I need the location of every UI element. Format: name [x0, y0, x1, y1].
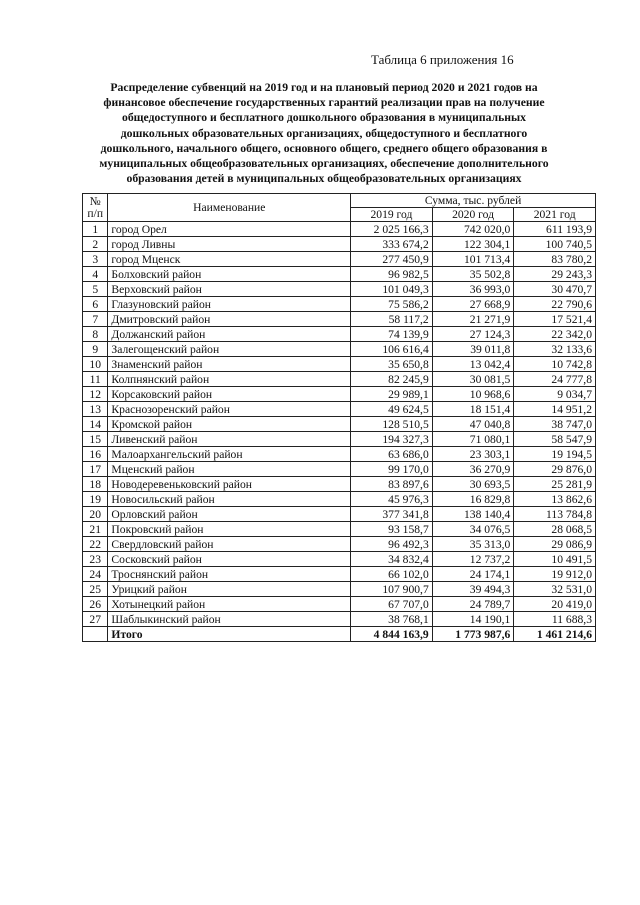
- row-name: Болховский район: [108, 267, 351, 282]
- row-value-2020: 27 668,9: [432, 297, 514, 312]
- header-year-2020: 2020 год: [432, 208, 514, 222]
- row-value-2020: 14 190,1: [432, 612, 514, 627]
- row-name: Знаменский район: [108, 357, 351, 372]
- row-value-2021: 22 790,6: [514, 297, 596, 312]
- header-sum: Сумма, тыс. рублей: [351, 194, 596, 208]
- row-value-2019: 58 117,2: [351, 312, 433, 327]
- total-2020: 1 773 987,6: [432, 627, 514, 642]
- row-value-2021: 22 342,0: [514, 327, 596, 342]
- row-value-2019: 106 616,4: [351, 342, 433, 357]
- row-value-2020: 101 713,4: [432, 252, 514, 267]
- row-value-2020: 36 993,0: [432, 282, 514, 297]
- row-name: Корсаковский район: [108, 387, 351, 402]
- title-line: муниципальных общеобразовательных организациях, обеспечение дополнительного: [99, 157, 549, 171]
- row-name: Дмитровский район: [108, 312, 351, 327]
- document-title: [72, 80, 576, 186]
- total-2019: 4 844 163,9: [351, 627, 433, 642]
- row-value-2021: 58 547,9: [514, 432, 596, 447]
- row-number: 15: [83, 432, 108, 447]
- row-name: Ливенский район: [108, 432, 351, 447]
- row-name: Новосильский район: [108, 492, 351, 507]
- row-value-2021: 9 034,7: [514, 387, 596, 402]
- row-number: 24: [83, 567, 108, 582]
- row-number: 10: [83, 357, 108, 372]
- row-number: 5: [83, 282, 108, 297]
- table-row: [83, 447, 596, 462]
- row-name: Свердловский район: [108, 537, 351, 552]
- row-name: Верховский район: [108, 282, 351, 297]
- row-number: 18: [83, 477, 108, 492]
- row-name: Орловский район: [108, 507, 351, 522]
- row-value-2021: 30 470,7: [514, 282, 596, 297]
- row-value-2019: 29 989,1: [351, 387, 433, 402]
- row-value-2019: 75 586,2: [351, 297, 433, 312]
- row-value-2021: 24 777,8: [514, 372, 596, 387]
- row-number: 19: [83, 492, 108, 507]
- row-name: Мценский район: [108, 462, 351, 477]
- row-value-2021: 11 688,3: [514, 612, 596, 627]
- row-value-2020: 24 174,1: [432, 567, 514, 582]
- row-value-2020: 27 124,3: [432, 327, 514, 342]
- row-value-2019: 93 158,7: [351, 522, 433, 537]
- row-number: 16: [83, 447, 108, 462]
- title-line: финансовое обеспечение государственных гарантий реализации прав на получение: [103, 96, 545, 110]
- row-value-2020: 34 076,5: [432, 522, 514, 537]
- row-value-2019: 107 900,7: [351, 582, 433, 597]
- row-name: Покровский район: [108, 522, 351, 537]
- row-value-2021: 83 780,2: [514, 252, 596, 267]
- row-value-2019: 67 707,0: [351, 597, 433, 612]
- row-number: 13: [83, 402, 108, 417]
- row-value-2020: 71 080,1: [432, 432, 514, 447]
- row-value-2019: 63 686,0: [351, 447, 433, 462]
- row-value-2019: 377 341,8: [351, 507, 433, 522]
- title-line: Распределение субвенций на 2019 год и на плановый период 2020 и 2021 годов на: [110, 81, 538, 94]
- appendix-label: Таблица 6 приложения 16: [371, 52, 514, 67]
- row-value-2019: 333 674,2: [351, 237, 433, 252]
- table-row: [83, 552, 596, 567]
- row-value-2019: 49 624,5: [351, 402, 433, 417]
- row-name: Кромской район: [108, 417, 351, 432]
- table-row: [83, 507, 596, 522]
- row-value-2021: 29 243,3: [514, 267, 596, 282]
- row-number: 25: [83, 582, 108, 597]
- header-year-2019: 2019 год: [351, 208, 433, 222]
- row-value-2020: 138 140,4: [432, 507, 514, 522]
- row-value-2020: 742 020,0: [432, 222, 514, 237]
- row-value-2021: 19 194,5: [514, 447, 596, 462]
- row-number: 6: [83, 297, 108, 312]
- row-value-2019: 45 976,3: [351, 492, 433, 507]
- total-number-cell: [83, 627, 108, 642]
- row-value-2021: 38 747,0: [514, 417, 596, 432]
- table-row: [83, 477, 596, 492]
- title-line: образования детей в муниципальных общеобразовательных организациях: [126, 172, 522, 186]
- row-value-2020: 30 693,5: [432, 477, 514, 492]
- row-value-2021: 20 419,0: [514, 597, 596, 612]
- row-value-2019: 99 170,0: [351, 462, 433, 477]
- row-value-2020: 122 304,1: [432, 237, 514, 252]
- row-number: 8: [83, 327, 108, 342]
- row-value-2019: 82 245,9: [351, 372, 433, 387]
- table-row: [83, 522, 596, 537]
- row-value-2021: 611 193,9: [514, 222, 596, 237]
- table-row: [83, 252, 596, 267]
- title-line: дошкольных образовательных организациях, общедоступного и бесплатного: [120, 126, 528, 140]
- row-value-2020: 23 303,1: [432, 447, 514, 462]
- row-value-2019: 2 025 166,3: [351, 222, 433, 237]
- row-name: Глазуновский район: [108, 297, 351, 312]
- row-number: 14: [83, 417, 108, 432]
- row-value-2019: 128 510,5: [351, 417, 433, 432]
- header-number-line2: п/п: [87, 206, 104, 220]
- table-row: [83, 327, 596, 342]
- title-line: общедоступного и бесплатного дошкольного образования в муниципальных: [121, 111, 526, 125]
- header-number-line1: №: [89, 194, 101, 208]
- row-value-2019: 96 982,5: [351, 267, 433, 282]
- row-name: Залегощенский район: [108, 342, 351, 357]
- row-value-2020: 30 081,5: [432, 372, 514, 387]
- row-value-2021: 100 740,5: [514, 237, 596, 252]
- table-row: [83, 462, 596, 477]
- title-line: дошкольного, начального общего, основного общего, среднего общего образования в: [100, 141, 548, 155]
- row-number: 2: [83, 237, 108, 252]
- table-row: [83, 282, 596, 297]
- row-value-2021: 10 491,5: [514, 552, 596, 567]
- row-value-2019: 96 492,3: [351, 537, 433, 552]
- row-value-2021: 28 068,5: [514, 522, 596, 537]
- row-value-2020: 21 271,9: [432, 312, 514, 327]
- table-row: [83, 612, 596, 627]
- row-value-2020: 47 040,8: [432, 417, 514, 432]
- header-year-2021: 2021 год: [514, 208, 596, 222]
- row-value-2019: 74 139,9: [351, 327, 433, 342]
- row-value-2019: 38 768,1: [351, 612, 433, 627]
- row-value-2021: 29 086,9: [514, 537, 596, 552]
- row-name: Малоархангельский район: [108, 447, 351, 462]
- total-label: Итого: [108, 627, 351, 642]
- row-number: 20: [83, 507, 108, 522]
- row-value-2021: 29 876,0: [514, 462, 596, 477]
- table-row: [83, 417, 596, 432]
- table-row: [83, 567, 596, 582]
- table-row: [83, 267, 596, 282]
- table-body: [83, 222, 596, 627]
- row-value-2021: 25 281,9: [514, 477, 596, 492]
- row-number: 23: [83, 552, 108, 567]
- row-value-2021: 32 133,6: [514, 342, 596, 357]
- row-value-2019: 194 327,3: [351, 432, 433, 447]
- row-name: Колпнянский район: [108, 372, 351, 387]
- header-number: [83, 194, 108, 222]
- row-value-2020: 39 494,3: [432, 582, 514, 597]
- row-value-2021: 13 862,6: [514, 492, 596, 507]
- table-row: [83, 387, 596, 402]
- row-value-2019: 83 897,6: [351, 477, 433, 492]
- row-value-2019: 35 650,8: [351, 357, 433, 372]
- table-row: [83, 237, 596, 252]
- row-number: 26: [83, 597, 108, 612]
- row-number: 12: [83, 387, 108, 402]
- row-name: город Ливны: [108, 237, 351, 252]
- row-number: 4: [83, 267, 108, 282]
- row-value-2020: 10 968,6: [432, 387, 514, 402]
- row-number: 7: [83, 312, 108, 327]
- total-2021: 1 461 214,6: [514, 627, 596, 642]
- row-value-2021: 17 521,4: [514, 312, 596, 327]
- row-number: 27: [83, 612, 108, 627]
- table-row: [83, 402, 596, 417]
- row-value-2021: 113 784,8: [514, 507, 596, 522]
- header-name: Наименование: [108, 194, 351, 222]
- table-row: [83, 222, 596, 237]
- row-name: Троснянский район: [108, 567, 351, 582]
- row-number: 9: [83, 342, 108, 357]
- row-value-2020: 36 270,9: [432, 462, 514, 477]
- row-name: Урицкий район: [108, 582, 351, 597]
- row-name: город Мценск: [108, 252, 351, 267]
- row-number: 17: [83, 462, 108, 477]
- row-value-2020: 18 151,4: [432, 402, 514, 417]
- row-name: Хотынецкий район: [108, 597, 351, 612]
- row-number: 3: [83, 252, 108, 267]
- row-name: Сосковский район: [108, 552, 351, 567]
- row-name: Должанский район: [108, 327, 351, 342]
- table-row: [83, 597, 596, 612]
- table-row: [83, 312, 596, 327]
- row-value-2019: 66 102,0: [351, 567, 433, 582]
- table-row: [83, 297, 596, 312]
- row-value-2020: 24 789,7: [432, 597, 514, 612]
- table-row: [83, 372, 596, 387]
- row-value-2019: 277 450,9: [351, 252, 433, 267]
- row-value-2019: 101 049,3: [351, 282, 433, 297]
- subventions-table: [82, 193, 596, 642]
- row-value-2021: 19 912,0: [514, 567, 596, 582]
- row-value-2020: 13 042,4: [432, 357, 514, 372]
- total-row: [83, 627, 596, 642]
- row-name: Новодеревеньковский район: [108, 477, 351, 492]
- row-value-2021: 32 531,0: [514, 582, 596, 597]
- row-value-2020: 39 011,8: [432, 342, 514, 357]
- row-number: 11: [83, 372, 108, 387]
- row-number: 22: [83, 537, 108, 552]
- table-row: [83, 537, 596, 552]
- row-value-2019: 34 832,4: [351, 552, 433, 567]
- row-number: 1: [83, 222, 108, 237]
- row-value-2020: 35 313,0: [432, 537, 514, 552]
- row-number: 21: [83, 522, 108, 537]
- table-row: [83, 342, 596, 357]
- row-value-2021: 14 951,2: [514, 402, 596, 417]
- table-row: [83, 492, 596, 507]
- row-value-2020: 35 502,8: [432, 267, 514, 282]
- row-value-2020: 16 829,8: [432, 492, 514, 507]
- table-row: [83, 582, 596, 597]
- row-name: город Орел: [108, 222, 351, 237]
- row-name: Краснозоренский район: [108, 402, 351, 417]
- row-value-2020: 12 737,2: [432, 552, 514, 567]
- table-row: [83, 357, 596, 372]
- table-row: [83, 432, 596, 447]
- row-value-2021: 10 742,8: [514, 357, 596, 372]
- row-name: Шаблыкинский район: [108, 612, 351, 627]
